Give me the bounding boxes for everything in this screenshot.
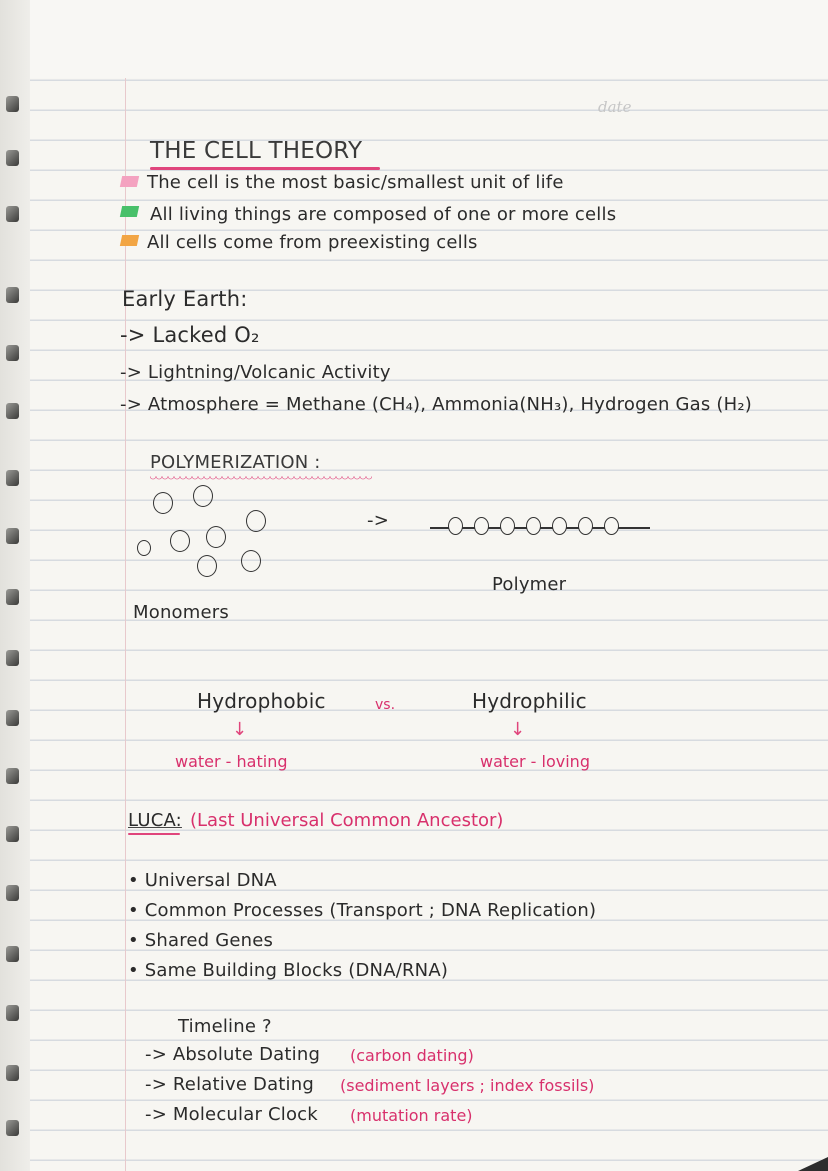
- timeline-term-3: -> Molecular Clock: [145, 1104, 318, 1125]
- cell-theory-title: THE CELL THEORY: [150, 138, 363, 164]
- date-label: date: [598, 98, 632, 116]
- binding-hole: [6, 96, 19, 112]
- polymerization-arrow: ->: [367, 510, 389, 531]
- luca-underline: [128, 833, 180, 835]
- early-earth-item-2: -> Lightning/Volcanic Activity: [120, 362, 391, 383]
- monomer-circle: [137, 540, 151, 556]
- polymer-unit: [448, 517, 463, 535]
- luca-title: LUCA:: [128, 810, 182, 831]
- luca-bullet-3: • Shared Genes: [128, 930, 274, 951]
- green-highlight-swatch: [120, 206, 139, 217]
- page-top-margin: [0, 0, 828, 78]
- title-underline: [150, 167, 380, 170]
- monomer-circle: [193, 485, 213, 507]
- hydrophilic-arrow: ↓: [510, 719, 526, 740]
- timeline-term-1: -> Absolute Dating: [145, 1044, 321, 1065]
- binding-hole: [6, 150, 19, 166]
- binding-hole: [6, 885, 19, 901]
- polymer-unit: [552, 517, 567, 535]
- timeline-note-3: (mutation rate): [350, 1106, 473, 1125]
- binding-hole: [6, 826, 19, 842]
- page-corner: [798, 1157, 828, 1171]
- polymer-unit: [526, 517, 541, 535]
- polymer-unit: [500, 517, 515, 535]
- binding-hole: [6, 206, 19, 222]
- hydrophilic-term: Hydrophilic: [472, 689, 587, 713]
- timeline-note-1: (carbon dating): [350, 1046, 474, 1065]
- early-earth-heading: Early Earth:: [122, 287, 248, 311]
- monomers-label: Monomers: [133, 602, 229, 623]
- early-earth-item-1: -> Lacked O₂: [120, 323, 260, 347]
- binding-hole: [6, 1005, 19, 1021]
- orange-highlight-swatch: [120, 235, 139, 246]
- binding-hole: [6, 345, 19, 361]
- binding-hole: [6, 589, 19, 605]
- cell-theory-point-2: All living things are composed of one or more cells: [150, 204, 617, 225]
- monomer-circle: [197, 555, 217, 577]
- binding-hole: [6, 710, 19, 726]
- title-wavy-underline: [150, 476, 372, 482]
- cell-theory-point-3: All cells come from preexisting cells: [147, 232, 478, 253]
- hydrophobic-term: Hydrophobic: [197, 689, 326, 713]
- monomer-circle: [206, 526, 226, 548]
- polymer-unit: [604, 517, 619, 535]
- hydrophobic-arrow: ↓: [232, 719, 248, 740]
- binding-hole: [6, 768, 19, 784]
- cell-theory-point-1: The cell is the most basic/smallest unit of life: [147, 172, 564, 193]
- pink-highlight-swatch: [120, 176, 139, 187]
- luca-bullet-2: • Common Processes (Transport ; DNA Replication): [128, 900, 597, 921]
- binding-hole: [6, 528, 19, 544]
- binding-hole: [6, 650, 19, 666]
- hydrophobic-meaning: water - hating: [175, 752, 288, 771]
- binding-hole: [6, 403, 19, 419]
- polymer-unit: [474, 517, 489, 535]
- polymer-label: Polymer: [492, 574, 567, 595]
- monomer-circle: [170, 530, 190, 552]
- binding-hole: [6, 946, 19, 962]
- binding-hole: [6, 1120, 19, 1136]
- polymer-unit: [578, 517, 593, 535]
- timeline-term-2: -> Relative Dating: [145, 1074, 314, 1095]
- monomer-circle: [246, 510, 266, 532]
- binding-hole: [6, 287, 19, 303]
- timeline-heading: Timeline ?: [178, 1016, 272, 1037]
- binding-hole: [6, 1065, 19, 1081]
- hydrophilic-meaning: water - loving: [480, 752, 590, 771]
- monomer-circle: [241, 550, 261, 572]
- early-earth-item-3: -> Atmosphere = Methane (CH₄), Ammonia(NH₃), Hydrogen Gas (H₂): [120, 394, 752, 415]
- binding-hole: [6, 470, 19, 486]
- versus-label: vs.: [375, 697, 396, 713]
- spiral-binding: [0, 0, 30, 1171]
- luca-bullet-1: • Universal DNA: [128, 870, 277, 891]
- luca-expansion: (Last Universal Common Ancestor): [190, 810, 504, 831]
- monomer-circle: [153, 492, 173, 514]
- polymerization-title: POLYMERIZATION :: [150, 452, 321, 473]
- luca-bullet-4: • Same Building Blocks (DNA/RNA): [128, 960, 449, 981]
- timeline-note-2: (sediment layers ; index fossils): [340, 1076, 595, 1095]
